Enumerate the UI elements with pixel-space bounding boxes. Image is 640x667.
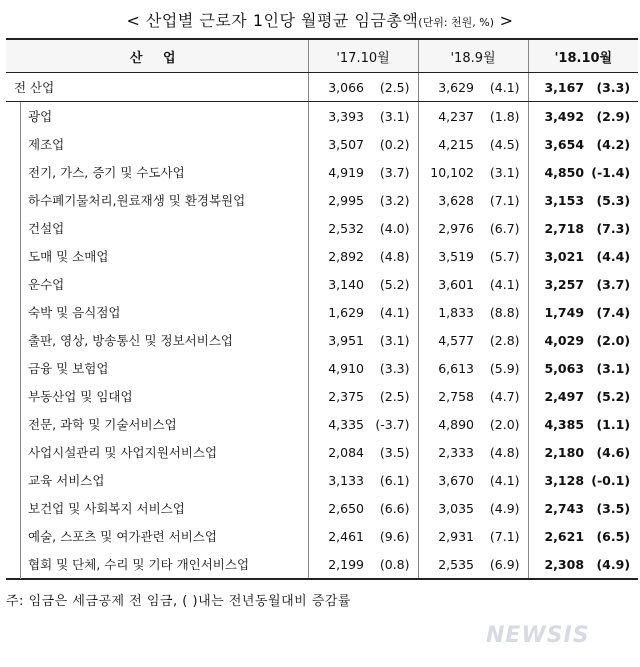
wage-2018-10: 2,180 — [544, 444, 585, 460]
wage-2018-09: 4,237 — [438, 108, 475, 124]
change-2018-09: (4.1) — [476, 466, 528, 494]
change-2017-10: (3.3) — [366, 354, 418, 382]
change-2017-10: (4.1) — [366, 298, 418, 326]
change-2018-10: (5.3) — [596, 192, 631, 208]
title-unit: (단위: 천원, %) — [418, 16, 495, 29]
wage-2018-09: 3,601 — [438, 276, 475, 292]
header-2017-10: '17.10월 — [308, 39, 418, 73]
title-main: < 산업별 근로자 1인당 월평균 임금총액 — [126, 11, 419, 30]
wage-2017-10: 3,066 — [308, 73, 366, 102]
change-2017-10: (3.1) — [366, 326, 418, 354]
wage-2018-09: 1,833 — [438, 304, 475, 320]
change-2018-10: (2.9) — [596, 108, 631, 124]
wage-2018-10: 3,167 — [528, 73, 586, 102]
change-2017-10: (2.5) — [366, 382, 418, 410]
industry-name: 광업 — [6, 102, 308, 131]
change-2017-10: (0.8) — [366, 550, 418, 579]
change-2018-09: (4.1) — [476, 270, 528, 298]
industry-name: 사업시설관리 및 사업지원서비스업 — [6, 438, 308, 466]
wage-2018-10: 2,718 — [544, 220, 585, 236]
wage-2018-09: 6,613 — [438, 360, 475, 376]
change-2017-10: (3.5) — [366, 438, 418, 466]
title-close: > — [494, 11, 514, 30]
total-row — [6, 73, 638, 102]
change-2018-09: (4.5) — [476, 130, 528, 158]
table-row — [6, 466, 638, 494]
change-2017-10: (6.6) — [366, 494, 418, 522]
change-2017-10: (0.2) — [366, 130, 418, 158]
industry-name: 전 산업 — [6, 73, 308, 102]
industry-name: 건설업 — [6, 214, 308, 242]
wage-2018-10: 3,153 — [544, 192, 585, 208]
wage-2018-10: 4,029 — [544, 332, 585, 348]
table-title — [0, 8, 640, 31]
wage-2018-09: 10,102 — [430, 164, 475, 180]
header-row — [6, 39, 638, 73]
wage-2018-09: 3,035 — [438, 500, 475, 516]
wage-2017-10: 2,892 — [328, 248, 364, 264]
change-2018-10: (2.0) — [596, 332, 631, 348]
change-2017-10: (3.2) — [366, 186, 418, 214]
wage-2018-09: 3,629 — [418, 73, 476, 102]
change-2018-10: (5.2) — [596, 388, 631, 404]
change-2017-10: (3.7) — [366, 158, 418, 186]
table-row — [6, 550, 638, 579]
wage-2018-10: 3,654 — [544, 136, 585, 152]
change-2018-09: (7.1) — [476, 522, 528, 550]
wage-2017-10: 2,650 — [328, 500, 364, 516]
wage-2017-10: 2,375 — [328, 388, 364, 404]
change-2018-09: (1.8) — [476, 102, 528, 131]
industry-name: 부동산업 및 임대업 — [6, 382, 308, 410]
header-industry: 산 업 — [6, 39, 308, 73]
change-2018-09: (7.1) — [476, 186, 528, 214]
table-row — [6, 438, 638, 466]
change-2017-10: (-3.7) — [366, 410, 418, 438]
table-row — [6, 270, 638, 298]
wage-2018-10: 3,021 — [544, 248, 585, 264]
table-row — [6, 158, 638, 186]
wage-2018-09: 2,333 — [438, 444, 475, 460]
wage-2017-10: 4,910 — [328, 360, 364, 376]
wage-2018-10: 3,257 — [544, 276, 585, 292]
table-row — [6, 186, 638, 214]
wage-2017-10: 3,393 — [328, 108, 364, 124]
table-row — [6, 298, 638, 326]
industry-name: 금융 및 보험업 — [6, 354, 308, 382]
change-2018-10: (4.6) — [596, 444, 631, 460]
table-row — [6, 410, 638, 438]
wage-2018-09: 3,628 — [438, 192, 475, 208]
wage-2018-10: 4,850 — [544, 164, 585, 180]
wage-2018-09: 3,519 — [438, 248, 475, 264]
wage-2017-10: 2,461 — [328, 528, 364, 544]
change-2018-10: (4.9) — [586, 550, 638, 579]
change-2018-10: (7.3) — [596, 220, 631, 236]
wage-2018-10: 2,743 — [544, 500, 585, 516]
change-2017-10: (9.6) — [366, 522, 418, 550]
wage-2018-09: 4,890 — [438, 416, 475, 432]
table-row — [6, 494, 638, 522]
change-2017-10: (2.5) — [366, 73, 418, 102]
table-row — [6, 214, 638, 242]
wage-2017-10: 3,951 — [328, 332, 364, 348]
change-2018-09: (2.8) — [476, 326, 528, 354]
change-2018-09: (4.8) — [476, 438, 528, 466]
wage-2018-10: 2,621 — [544, 528, 585, 544]
industry-name: 운수업 — [6, 270, 308, 298]
wage-2018-10: 1,749 — [544, 304, 585, 320]
subcategory-bracket-line — [20, 102, 21, 580]
wage-2017-10: 3,140 — [328, 276, 364, 292]
change-2018-09: (5.9) — [476, 354, 528, 382]
wage-2017-10: 2,084 — [328, 444, 364, 460]
table-row — [6, 130, 638, 158]
change-2018-09: (5.7) — [476, 242, 528, 270]
header-2018-10: '18.10월 — [528, 39, 638, 73]
wage-2017-10: 4,919 — [328, 164, 364, 180]
change-2018-09: (3.1) — [476, 158, 528, 186]
change-2018-10: (-1.4) — [591, 164, 631, 180]
table-body — [6, 73, 638, 580]
wage-2017-10: 2,995 — [328, 192, 364, 208]
change-2018-09: (2.0) — [476, 410, 528, 438]
industry-name: 제조업 — [6, 130, 308, 158]
wage-2017-10: 2,532 — [328, 220, 364, 236]
change-2017-10: (4.8) — [366, 242, 418, 270]
wage-2018-10: 4,385 — [544, 416, 585, 432]
change-2018-09: (6.7) — [476, 214, 528, 242]
table-row — [6, 382, 638, 410]
change-2017-10: (5.2) — [366, 270, 418, 298]
table-row — [6, 242, 638, 270]
wage-2018-10: 3,492 — [544, 108, 585, 124]
industry-name: 전기, 가스, 증기 및 수도사업 — [6, 158, 308, 186]
industry-name: 전문, 과학 및 기술서비스업 — [6, 410, 308, 438]
table-row — [6, 522, 638, 550]
wage-2017-10: 4,335 — [328, 416, 364, 432]
industry-name: 하수폐기물처리,원료재생 및 환경복원업 — [6, 186, 308, 214]
footnote: 주: 임금은 세금공제 전 임금, ( )내는 전년동월대비 증감률 — [6, 594, 351, 609]
change-2018-09: (4.7) — [476, 382, 528, 410]
wage-2018-10: 2,308 — [528, 550, 586, 579]
change-2017-10: (6.1) — [366, 466, 418, 494]
industry-name: 예술, 스포츠 및 여가관련 서비스업 — [6, 522, 308, 550]
change-2017-10: (3.1) — [366, 102, 418, 131]
table-row — [6, 102, 638, 131]
wage-2018-09: 4,577 — [438, 332, 475, 348]
industry-name: 교육 서비스업 — [6, 466, 308, 494]
wage-2018-09: 2,535 — [418, 550, 476, 579]
wage-2018-10: 5,063 — [544, 360, 585, 376]
change-2018-10: (1.1) — [596, 416, 631, 432]
change-2017-10: (4.0) — [366, 214, 418, 242]
wage-2017-10: 3,507 — [328, 136, 364, 152]
wage-2017-10: 3,133 — [328, 472, 364, 488]
industry-name: 도매 및 소매업 — [6, 242, 308, 270]
newsis-watermark: NEWSIS — [486, 623, 590, 648]
industry-name: 보건업 및 사회복지 서비스업 — [6, 494, 308, 522]
header-2018-09: '18.9월 — [418, 39, 528, 73]
change-2018-10: (3.7) — [596, 276, 631, 292]
change-2018-10: (4.4) — [596, 248, 631, 264]
wage-2017-10: 1,629 — [328, 304, 364, 320]
wage-2018-09: 2,758 — [438, 388, 475, 404]
change-2018-10: (3.1) — [596, 360, 631, 376]
industry-name: 숙박 및 음식점업 — [6, 298, 308, 326]
wage-2018-09: 4,215 — [438, 136, 475, 152]
change-2018-10: (6.5) — [596, 528, 631, 544]
wage-2018-09: 3,670 — [438, 472, 475, 488]
wage-2018-09: 2,931 — [438, 528, 475, 544]
wage-table — [6, 38, 638, 580]
wage-2018-09: 2,976 — [438, 220, 475, 236]
wage-2018-10: 2,497 — [544, 388, 585, 404]
wage-2018-10: 3,128 — [544, 472, 585, 488]
table-row — [6, 354, 638, 382]
change-2018-09: (4.9) — [476, 494, 528, 522]
change-2018-09: (4.1) — [476, 73, 528, 102]
change-2018-10: (4.2) — [596, 136, 631, 152]
industry-name: 출판, 영상, 방송통신 및 정보서비스업 — [6, 326, 308, 354]
wage-2017-10: 2,199 — [308, 550, 366, 579]
change-2018-10: (-0.1) — [591, 472, 631, 488]
change-2018-09: (6.9) — [476, 550, 528, 579]
change-2018-10: (3.5) — [596, 500, 631, 516]
change-2018-09: (8.8) — [476, 298, 528, 326]
table-row — [6, 326, 638, 354]
change-2018-10: (7.4) — [596, 304, 631, 320]
change-2018-10: (3.3) — [586, 73, 638, 102]
industry-name: 협회 및 단체, 수리 및 기타 개인서비스업 — [6, 550, 308, 579]
